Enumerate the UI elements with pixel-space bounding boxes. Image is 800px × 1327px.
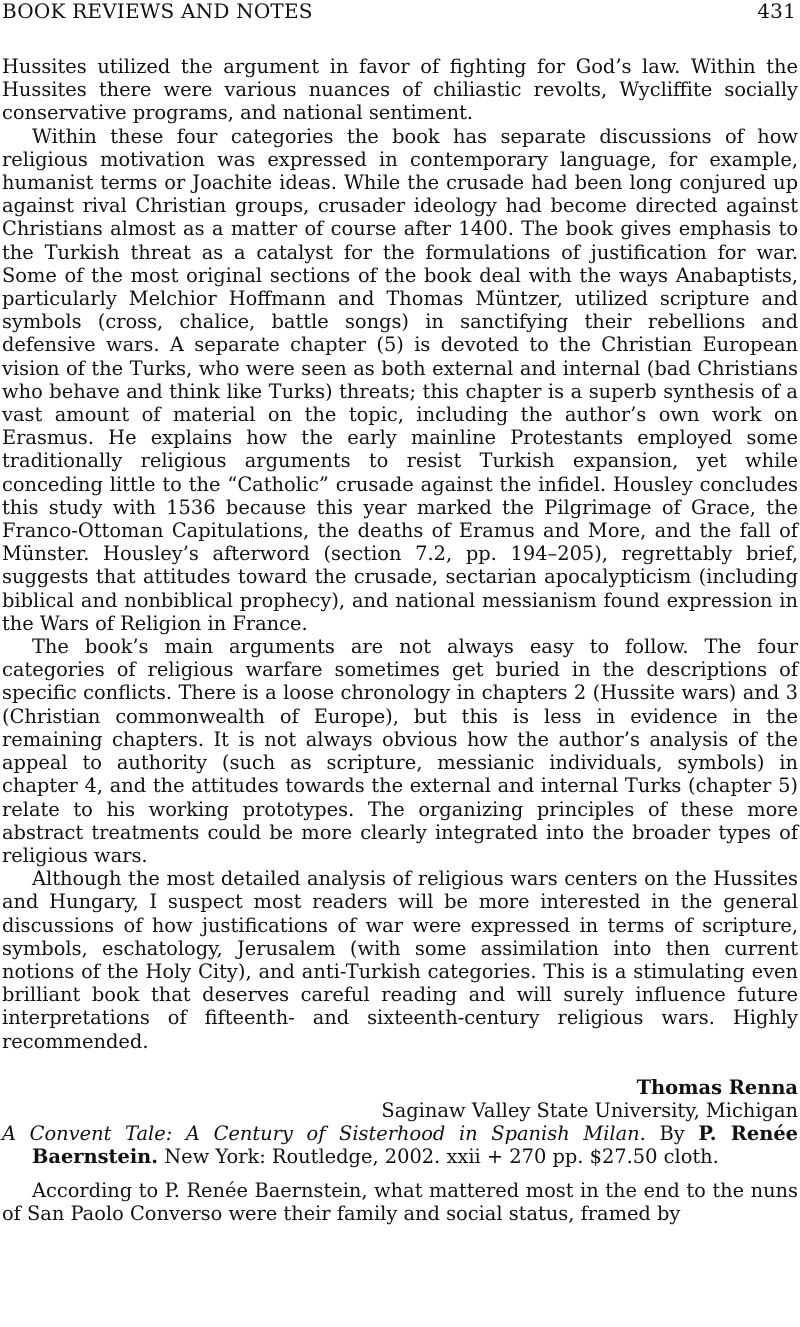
- publication-details: New York: Routledge, 2002. xxii + 270 pp. $27.50 cloth.: [164, 1145, 719, 1169]
- book-title: A Convent Tale: A Century of Sisterhood in Spanish Milan.: [2, 1122, 646, 1146]
- next-review-heading: [2, 1122, 798, 1168]
- review-body: [2, 55, 798, 1225]
- paragraph: Within these four categories the book has separate discussions of how religious motivation was expressed in contemporary language, for example, humanist terms or Joachite ideas. While the crusade had been long conjured up against rival Christian groups, crusader ideology had become directed against Christians almost as a matter of course after 1400. The book gives emphasis to the Turkish threat as a catalyst for the formulations of justification for war. Some of the most original sections of the book deal with the ways Anabaptists, particularly Melchior Hoffmann and Thomas Müntzer, utilized scripture and symbols (cross, chalice, battle songs) in sanctifying their rebellions and defensive wars. A separate chapter (5) is devoted to the Christian European vision of the Turks, who were seen as both external and internal (bad Christians who behave and think like Turks) threats; this chapter is a superb synthesis of a vast amount of material on the topic, including the author’s own work on Erasmus. He explains how the early mainline Protestants employed some traditionally religious arguments to resist Turkish expansion, yet while conceding little to the “Catholic” crusade against the infidel. Housley concludes this study with 1536 because this year marked the Pilgrimage of Grace, the Franco-Ottoman Capitulations, the deaths of Eramus and More, and the fall of Münster. Housley’s afterword (section 7.2, pp. 194–205), regrettably brief, suggests that attitudes toward the crusade, sectarian apocalypticism (including biblical and nonbiblical prophecy), and national messianism found expression in the Wars of Religion in France.: [2, 124, 798, 635]
- paragraph: The book’s main arguments are not always easy to follow. The four categories of religious warfare sometimes get buried in the descriptions of specific conflicts. There is a loose chronology in chapters 2 (Hussite wars) and 3 (Christian commonwealth of Europe), but this is less in evidence in the remaining chapters. It is not always obvious how the author’s analysis of the appeal to authority (such as scripture, messianic individuals, symbols) in chapter 4, and the attitudes towards the external and internal Turks (chapter 5) relate to his working prototypes. The organizing principles of these more abstract treatments could be more clearly integrated into the broader types of religious wars.: [2, 635, 798, 867]
- reviewer-affiliation: Saginaw Valley State University, Michigan: [381, 1098, 798, 1122]
- paragraph: Although the most detailed analysis of religious wars centers on the Hussites and Hungary, I suspect most readers will be more interested in the general discussions of how justifications of war were expressed in terms of scripture, symbols, eschatology, Jerusalem (with some assimilation into then current notions of the Holy City), and anti-Turkish categories. This is a stimulating even brilliant book that deserves careful reading and will surely influence future interpretations of fifteenth- and sixteenth-century religious wars. Highly recommended.: [2, 867, 798, 1053]
- next-review-opening: According to P. Renée Baernstein, what mattered most in the end to the nuns of San Paolo Converso were their family and social status, framed by: [2, 1178, 798, 1225]
- paragraph-continuation: Hussites utilized the argument in favor of fighting for God’s law. Within the Hussites there were various nuances of chiliastic revolts, Wycliffite socially conservative programs, and national sentiment.: [2, 55, 798, 125]
- running-title: BOOK REVIEWS AND NOTES: [2, 0, 313, 23]
- reviewer-signature: [2, 1076, 798, 1122]
- by-label: By: [659, 1122, 685, 1146]
- book-author: P. Renée Baernstein.: [32, 1122, 798, 1169]
- running-header: [2, 0, 796, 24]
- page-number: 431: [757, 0, 796, 23]
- reviewer-name: Thomas Renna: [636, 1075, 798, 1099]
